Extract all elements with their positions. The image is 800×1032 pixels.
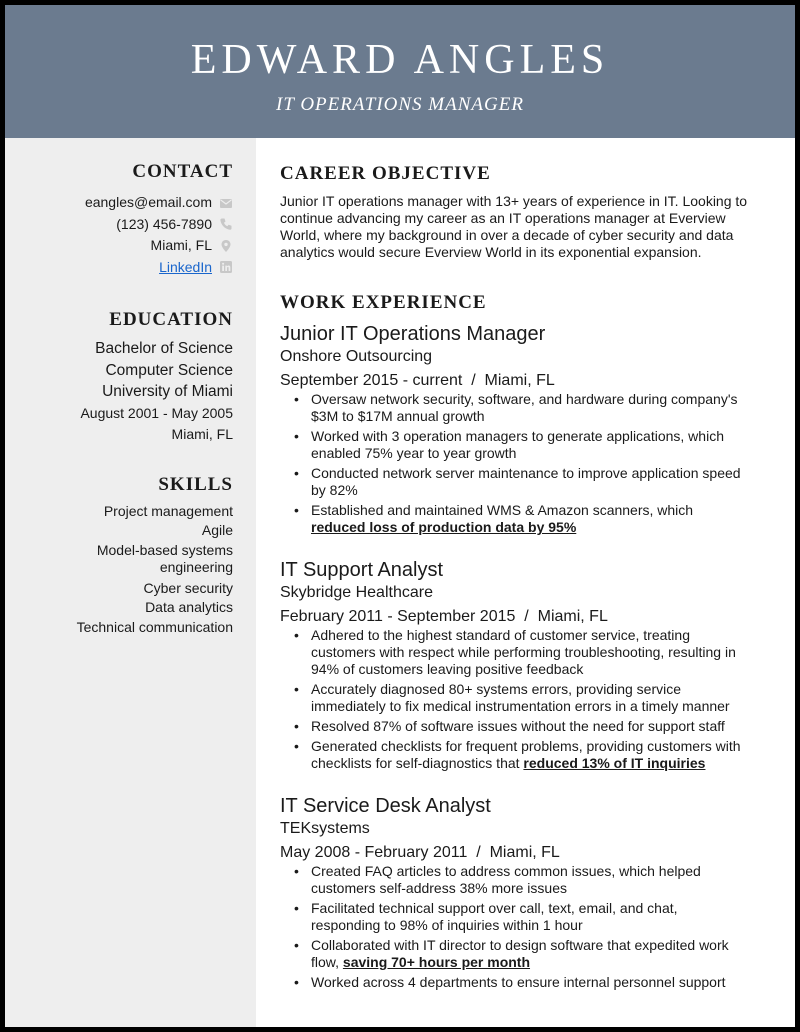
objective-text: Junior IT operations manager with 13+ years of experience in IT. Looking to continue advancing my career as an IT operations manager at Everview World, where my background in over a decade of cyber security and data analytics would secure Everview World in its exponential expansion. xyxy=(280,193,748,260)
job-bullets xyxy=(311,627,750,772)
skill-item: Technical communication xyxy=(76,618,233,635)
location-row xyxy=(13,235,233,257)
job-dates: February 2011 - September 2015 / Miami, FL xyxy=(280,608,608,625)
linkedin-row xyxy=(13,257,233,279)
highlight-metric: saving 70+ hours per month xyxy=(342,954,531,970)
bullet-item: • Resolved 87% of software issues without the need for support staff xyxy=(311,718,750,735)
linkedin-icon xyxy=(219,260,233,274)
job-title: Junior IT Operations Manager xyxy=(280,323,546,345)
job-company: Onshore Outsourcing xyxy=(280,348,433,365)
skill-item: Model-based systems xyxy=(96,541,233,558)
bullet-item: • Established and maintained WMS & Amazon scanners, which reduced loss of production data by 95% xyxy=(311,502,750,536)
education-location: Miami, FL xyxy=(171,425,233,442)
phone-row xyxy=(13,214,233,236)
bullet-item: • Conducted network server maintenance to improve application speed by 82% xyxy=(311,465,750,499)
job-company: TEKsystems xyxy=(280,820,370,837)
candidate-name: EDWARD ANGLES xyxy=(190,37,610,83)
education-heading: EDUCATION xyxy=(109,309,233,330)
experience-heading: WORK EXPERIENCE xyxy=(280,292,487,313)
education-dates: August 2001 - May 2005 xyxy=(80,404,233,421)
email-row xyxy=(13,192,233,214)
bullet-item: • Generated checklists for frequent problems, providing customers with checklists for self-diagnostics that reduced 13% of IT inquiries xyxy=(311,738,750,772)
job-title: IT Support Analyst xyxy=(280,559,444,581)
resume-page xyxy=(5,5,795,1027)
job-company: Skybridge Healthcare xyxy=(280,584,433,601)
email-text: eangles@email.com xyxy=(84,194,212,210)
skill-item: Agile xyxy=(201,522,233,538)
resume-header xyxy=(5,5,795,138)
bullet-item: • Adhered to the highest standard of customer service, treating customers with respect while performing troubleshooting, resulting in 94% of customers leaving positive feedback xyxy=(311,627,750,678)
skills-heading: SKILLS xyxy=(158,473,233,495)
bullet-item: • Created FAQ articles to address common issues, which helped customers self-address 38% more issues xyxy=(311,863,750,897)
highlight-metric: reduced loss of production data by 95% xyxy=(311,519,577,535)
skill-item: Project management xyxy=(103,502,233,519)
bullet-item: • Facilitated technical support over call, text, email, and chat, responding to 98% of inquiries within 1 hour xyxy=(311,900,750,934)
job-bullets xyxy=(311,863,750,991)
envelope-icon xyxy=(219,196,233,210)
skill-item: engineering xyxy=(159,558,233,575)
bullet-item: • Collaborated with IT director to design software that expedited work flow, saving 70+ hours per month xyxy=(311,937,750,971)
highlight-metric: reduced 13% of IT inquiries xyxy=(523,755,706,771)
skill-item: Data analytics xyxy=(145,599,233,615)
job-entry xyxy=(280,794,750,994)
sidebar xyxy=(5,138,256,1027)
education-school: University of Miami xyxy=(102,383,233,400)
objective-heading: CAREER OBJECTIVE xyxy=(280,163,491,184)
job-dates: May 2008 - February 2011 / Miami, FL xyxy=(280,844,560,861)
job-entry xyxy=(280,322,750,539)
education-major: Computer Science xyxy=(105,361,233,379)
contact-heading: CONTACT xyxy=(132,161,233,182)
bullet-item: • Accurately diagnosed 80+ systems errors, providing service immediately to fix medical instrumentation errors in a timely manner xyxy=(311,681,750,715)
bullet-item: • Worked with 3 operation managers to generate applications, which enabled 75% year to year growth xyxy=(311,428,750,462)
candidate-title: IT OPERATIONS MANAGER xyxy=(276,94,524,115)
location-text: Miami, FL xyxy=(150,237,212,253)
job-dates: September 2015 - current / Miami, FL xyxy=(280,372,555,389)
job-title: IT Service Desk Analyst xyxy=(280,795,491,817)
education-degree: Bachelor of Science xyxy=(95,340,233,357)
job-entry xyxy=(280,558,750,775)
linkedin-link[interactable]: LinkedIn xyxy=(159,258,212,275)
skill-item: Cyber security xyxy=(143,579,233,596)
map-pin-icon xyxy=(219,239,233,253)
phone-text: (123) 456-7890 xyxy=(116,215,212,232)
job-bullets xyxy=(311,391,750,536)
phone-icon xyxy=(219,217,233,231)
bullet-item: • Oversaw network security, software, and hardware during company's $3M to $17M annual growth xyxy=(311,391,750,425)
bullet-item: • Worked across 4 departments to ensure internal personnel support xyxy=(311,974,750,991)
